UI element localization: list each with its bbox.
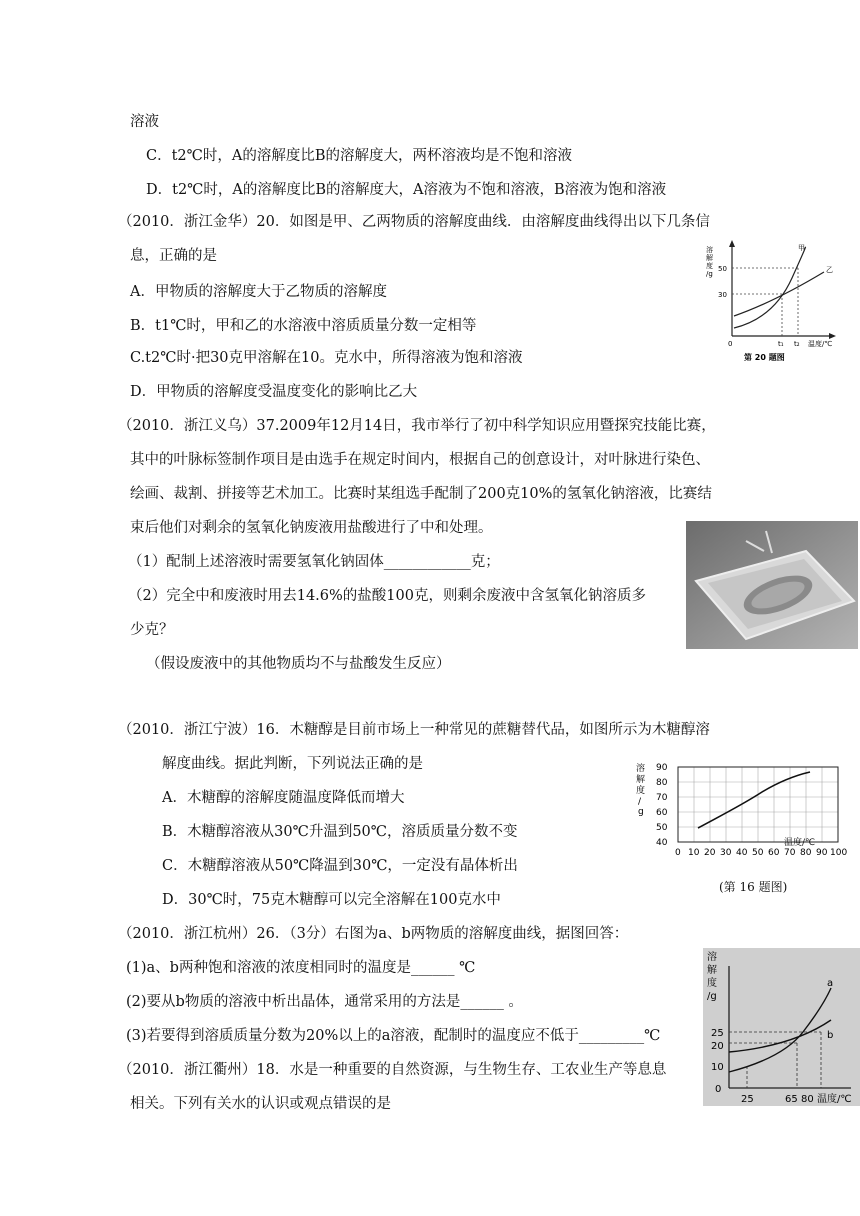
question-16-header: （2010．浙江宁波）16．木糖醇是目前市场上一种常见的蔗糖替代品，如图所示为木糖醇溶 xyxy=(118,722,710,738)
question-18-header: （2010．浙江衢州）18．水是一种重要的自然资源，与生物生存、工农业生产等息息 xyxy=(118,1062,667,1078)
option-d: D．30℃时，75克木糖醇可以完全溶解在100克水中 xyxy=(162,892,501,908)
sub-question-2-text: 少克？ xyxy=(130,622,174,638)
fig26-series-label: b xyxy=(827,1030,834,1041)
fig16-ytick: 50 xyxy=(656,823,668,833)
svg-text:度: 度 xyxy=(706,262,713,270)
option-a: A．甲物质的溶解度大于乙物质的溶解度 xyxy=(130,284,387,300)
question-18-text: 相关。下列有关水的认识或观点错误的是 xyxy=(130,1096,391,1112)
svg-text:度: 度 xyxy=(707,978,717,989)
sub-question-1: （1）配制上述溶液时需要氢氧化钠固体____________克； xyxy=(128,554,500,570)
fig20-series-label: 乙 xyxy=(826,266,833,274)
fig26-ytick: 0 xyxy=(715,1084,722,1095)
fig26-ytick: 20 xyxy=(711,1041,724,1052)
option-c: C．t2℃时，A的溶解度比B的溶解度大，两杯溶液均是不饱和溶液 xyxy=(146,148,572,164)
sub-question-2: (2)要从b物质的溶液中析出晶体，通常采用的方法是______ 。 xyxy=(126,994,523,1010)
question-16-text: 解度曲线。据此判断，下列说法正确的是 xyxy=(162,756,423,772)
fig16-xtick: 0 xyxy=(675,848,681,858)
option-c: C.t2℃时·把30克甲溶解在10。克水中，所得溶液为饱和溶液 xyxy=(130,350,523,366)
svg-text:g: g xyxy=(638,807,644,817)
fig16-ytick: 90 xyxy=(656,763,668,773)
figure-16 xyxy=(632,755,848,859)
fig26-ylabel: 溶 xyxy=(707,952,717,963)
question-26-header: （2010．浙江杭州）26．（3分）右图为a、b两物质的溶解度曲线，据图回答： xyxy=(118,926,629,942)
question-37-text: 绘画、裁割、拼接等艺术加工。比赛时某组选手配制了200克10%的氢氧化钠溶液，比赛结 xyxy=(130,486,712,502)
svg-text:解: 解 xyxy=(707,965,717,976)
svg-text:解: 解 xyxy=(636,775,646,785)
option-a: A．木糖醇的溶解度随温度降低而增大 xyxy=(162,790,405,806)
fig16-xtick: 70 xyxy=(784,848,796,858)
fig20-ylabel: 溶 xyxy=(706,246,713,254)
sub-question-1: (1)a、b两种饱和溶液的浓度相同时的温度是______ ℃ xyxy=(126,960,476,976)
svg-text:度: 度 xyxy=(636,786,646,796)
fig16-ytick: 70 xyxy=(656,793,668,803)
note-text: （假设废液中的其他物质均不与盐酸发生反应） xyxy=(146,656,451,672)
fig20-xtick: 0 xyxy=(728,340,733,348)
fig20-xtick: t₁ xyxy=(778,340,784,348)
svg-text:/g: /g xyxy=(706,270,713,278)
fig16-xtick: 60 xyxy=(768,848,780,858)
svg-text:解: 解 xyxy=(706,254,713,262)
fig16-ytick: 60 xyxy=(656,808,668,818)
fig26-xtick: 80 xyxy=(801,1094,814,1105)
fig20-caption: 第 20 题图 xyxy=(744,353,785,362)
svg-text:/g: /g xyxy=(707,991,717,1002)
fig16-xtick: 90 xyxy=(816,848,828,858)
text-line: 溶液 xyxy=(130,114,159,130)
question-20-header: （2010．浙江金华）20．如图是甲、乙两物质的溶解度曲线．由溶解度曲线得出以下几条信 xyxy=(118,214,710,230)
option-d: D．t2℃时，A的溶解度比B的溶解度大，A溶液为不饱和溶液，B溶液为饱和溶液 xyxy=(146,182,667,198)
fig16-xtick: 100 xyxy=(830,848,848,858)
sub-question-2: （2）完全中和废液时用去14.6%的盐酸100克，则剩余废液中含氢氧化钠溶质多 xyxy=(128,588,646,604)
fig20-xlabel: 温度/℃ xyxy=(808,340,833,348)
fig16-xtick: 40 xyxy=(736,848,748,858)
question-37-text: 其中的叶脉标签制作项目是由选手在规定时间内，根据自己的创意设计，对叶脉进行染色、 xyxy=(130,452,710,468)
question-37-text: 束后他们对剩余的氢氧化钠废液用盐酸进行了中和处理。 xyxy=(130,520,493,536)
option-b: B．木糖醇溶液从30℃升温到50℃，溶质质量分数不变 xyxy=(162,824,518,840)
sub-question-3: (3)若要得到溶质质量分数为20%以上的a溶液，配制时的温度应不低于_________℃ xyxy=(126,1028,661,1044)
fig16-xlabel: 温度/℃ xyxy=(784,838,816,848)
fig16-xtick: 30 xyxy=(720,848,732,858)
question-37-header: （2010．浙江义乌）37.2009年12月14日，我市举行了初中科学知识应用暨探究技能比赛， xyxy=(118,418,716,434)
fig16-xtick: 10 xyxy=(688,848,700,858)
svg-text:/: / xyxy=(638,797,642,807)
fig20-ytick: 50 xyxy=(718,265,727,273)
option-b: B．t1℃时，甲和乙的水溶液中溶质质量分数一定相等 xyxy=(130,318,477,334)
fig16-xtick: 50 xyxy=(752,848,764,858)
fig16-ytick: 80 xyxy=(656,778,668,788)
fig16-ytick: 40 xyxy=(656,838,668,848)
option-d: D．甲物质的溶解度受温度变化的影响比乙大 xyxy=(130,384,418,400)
fig26-ytick: 10 xyxy=(711,1062,724,1073)
fig16-xtick: 80 xyxy=(800,848,812,858)
fig16-ylabel: 溶 xyxy=(636,764,646,774)
fig26-xlabel: 温度/℃ xyxy=(817,1094,852,1105)
fig20-xtick: t₂ xyxy=(794,340,800,348)
fig26-xtick: 65 xyxy=(785,1094,798,1105)
figure-26 xyxy=(703,948,860,1106)
fig20-ytick: 30 xyxy=(718,291,727,299)
leaf-tray-photo xyxy=(686,521,858,649)
fig16-caption: (第 16 题图) xyxy=(719,880,788,894)
figure-20 xyxy=(704,236,844,368)
fig20-series-label: 甲 xyxy=(798,244,805,252)
fig26-ytick: 25 xyxy=(711,1028,724,1039)
fig16-xtick: 20 xyxy=(704,848,716,858)
question-20-text: 息，正确的是 xyxy=(130,248,217,264)
fig26-xtick: 25 xyxy=(741,1094,754,1105)
fig26-series-label: a xyxy=(827,978,834,989)
option-c: C．木糖醇溶液从50℃降温到30℃，一定没有晶体析出 xyxy=(162,858,518,874)
